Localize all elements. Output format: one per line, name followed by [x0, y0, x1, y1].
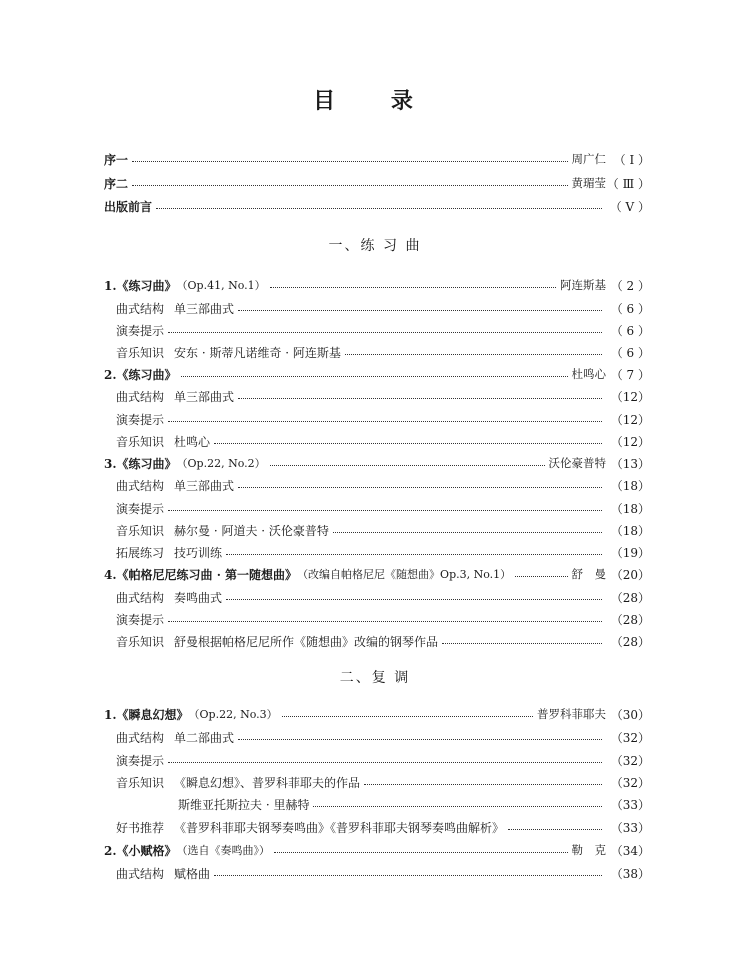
dot-leader [313, 805, 602, 807]
toc-subentry [116, 498, 650, 518]
entry-page: （ 6 ） [610, 301, 650, 316]
dot-leader [214, 874, 602, 876]
entry-label: 出版前言 [104, 199, 153, 214]
entry-note: （改编自帕格尼尼《随想曲》Op.3, No.1） [297, 568, 512, 581]
entry-author: 周广仁 [571, 152, 606, 166]
entry-page: （ Ⅰ ） [613, 152, 650, 167]
toc-subentry [116, 431, 650, 451]
entry-label: 4.《帕格尼尼练习曲 · 第一随想曲》 [104, 567, 298, 582]
toc-subentry [116, 386, 650, 406]
toc-entry [104, 564, 650, 584]
entry-label: 演奏提示 [116, 501, 165, 516]
entry-label: 演奏提示 [116, 412, 165, 427]
entry-item: 单三部曲式 [174, 478, 235, 493]
entry-item: 单三部曲式 [174, 301, 235, 316]
toc-subentry [116, 817, 650, 837]
entry-page: （18） [610, 478, 650, 493]
dot-leader [274, 851, 567, 853]
toc-subentry [116, 863, 650, 883]
toc-entry [104, 275, 650, 295]
dot-leader [132, 184, 567, 186]
entry-page: （ Ⅲ ） [606, 176, 650, 191]
toc-subentry [116, 587, 650, 607]
dot-leader [238, 738, 602, 740]
entry-item: 技巧训练 [174, 545, 223, 560]
entry-page: （34） [610, 843, 650, 858]
entry-label: 曲式结构 [116, 730, 165, 745]
entry-page: （33） [610, 820, 650, 835]
dot-leader [168, 420, 602, 422]
entry-page: （32） [610, 730, 650, 745]
section-heading-etudes: 一、练 习 曲 [328, 238, 422, 254]
entry-page: （32） [610, 753, 650, 768]
entry-label: 序二 [104, 176, 129, 191]
dot-leader [333, 531, 602, 533]
entry-page: （28） [610, 590, 650, 605]
toc-subentry [116, 750, 650, 770]
entry-item: 安东 · 斯蒂凡诺维奇 · 阿连斯基 [174, 345, 341, 360]
dot-leader [238, 397, 602, 399]
entry-label: 1.《瞬息幻想》 [104, 707, 189, 722]
entry-label: 音乐知识 [116, 523, 165, 538]
dot-leader [238, 486, 602, 488]
toc-entry [104, 453, 650, 473]
entry-page: （18） [610, 523, 650, 538]
dot-leader [282, 715, 533, 717]
entry-item: 单三部曲式 [174, 389, 235, 404]
dot-leader [156, 207, 602, 209]
entry-item: 赋格曲 [174, 866, 211, 881]
entry-label: 曲式结构 [116, 301, 165, 316]
entry-label: 3.《练习曲》 [104, 456, 177, 471]
entry-label: 2.《小赋格》 [104, 843, 177, 858]
dot-leader [442, 642, 602, 644]
dot-leader [508, 828, 602, 830]
entry-label: 演奏提示 [116, 753, 165, 768]
entry-label: 2.《练习曲》 [104, 367, 177, 382]
entry-page: （ 6 ） [610, 323, 650, 338]
entry-item: 赫尔曼 · 阿道夫 · 沃伦豪普特 [174, 523, 329, 538]
entry-author: 舒 曼 [571, 567, 606, 581]
entry-label: 音乐知识 [116, 634, 165, 649]
entry-item: 奏鸣曲式 [174, 590, 223, 605]
entry-page: （ Ⅴ ） [609, 199, 650, 214]
entry-page: （20） [610, 567, 650, 582]
dot-leader [168, 761, 602, 763]
toc-entry [104, 704, 650, 724]
toc-row-publisher-note [104, 196, 650, 216]
entry-page: （ 2 ） [610, 278, 650, 293]
toc-subentry [116, 475, 650, 495]
entry-label: 演奏提示 [116, 612, 165, 627]
toc-entry [104, 840, 650, 860]
entry-label: 序一 [104, 152, 129, 167]
toc-subentry [116, 342, 650, 362]
dot-leader [181, 375, 568, 377]
toc-subentry [116, 609, 650, 629]
entry-page: （12） [610, 412, 650, 427]
entry-author: 黄瑂莹 [571, 176, 606, 190]
dot-leader [226, 598, 602, 600]
entry-page: （28） [610, 634, 650, 649]
toc-subentry [116, 409, 650, 429]
dot-leader [168, 331, 602, 333]
entry-label: 演奏提示 [116, 323, 165, 338]
entry-author: 普罗科菲耶夫 [537, 707, 606, 721]
entry-page: （13） [610, 456, 650, 471]
entry-label: 曲式结构 [116, 389, 165, 404]
entry-item: 斯维亚托斯拉夫 · 里赫特 [178, 797, 310, 812]
entry-label: 音乐知识 [116, 775, 165, 790]
dot-leader [168, 620, 602, 622]
entry-item: 《瞬息幻想》、普罗科菲耶夫的作品 [174, 775, 361, 790]
entry-note: （Op.41, No.1） [176, 279, 266, 292]
toc-subentry [116, 320, 650, 340]
entry-item: 杜鸣心 [174, 434, 211, 449]
page-title: 目 录 [313, 88, 437, 114]
entry-label: 曲式结构 [116, 866, 165, 881]
entry-page: （19） [610, 545, 650, 560]
entry-label: 1.《练习曲》 [104, 278, 177, 293]
entry-author: 杜鸣心 [571, 367, 606, 381]
entry-page: （28） [610, 612, 650, 627]
entry-label: 拓展练习 [116, 545, 165, 560]
entry-page: （ 7 ） [610, 367, 650, 382]
dot-leader [168, 509, 602, 511]
entry-page: （12） [610, 389, 650, 404]
entry-item: 舒曼根据帕格尼尼所作《随想曲》改编的钢琴作品 [174, 634, 439, 649]
entry-label: 音乐知识 [116, 345, 165, 360]
toc-row-preface-1 [104, 149, 650, 169]
section-heading-polyphony: 二、复 调 [339, 670, 411, 686]
entry-page: （38） [610, 866, 650, 881]
entry-note: （Op.22, No.2） [176, 457, 266, 470]
entry-author: 阿连斯基 [560, 278, 606, 292]
toc-subentry [178, 794, 650, 814]
dot-leader [132, 160, 567, 162]
dot-leader [214, 442, 602, 444]
entry-page: （18） [610, 501, 650, 516]
entry-page: （33） [610, 797, 650, 812]
dot-leader [270, 464, 545, 466]
entry-page: （30） [610, 707, 650, 722]
toc-subentry [116, 772, 650, 792]
entry-label: 曲式结构 [116, 478, 165, 493]
toc-subentry [116, 298, 650, 318]
toc-entry [104, 364, 650, 384]
entry-item: 单二部曲式 [174, 730, 235, 745]
dot-leader [515, 575, 567, 577]
toc-row-preface-2 [104, 173, 650, 193]
entry-note: （Op.22, No.3） [188, 708, 278, 721]
dot-leader [226, 553, 602, 555]
entry-author: 沃伦豪普特 [548, 456, 606, 470]
entry-label: 音乐知识 [116, 434, 165, 449]
toc-subentry [116, 520, 650, 540]
entry-note: （选自《奏鸣曲》） [176, 844, 271, 857]
dot-leader [345, 353, 602, 355]
toc-subentry [116, 727, 650, 747]
entry-item: 《普罗科菲耶夫钢琴奏鸣曲》《普罗科菲耶夫钢琴奏鸣曲解析》 [174, 820, 505, 835]
entry-page: （32） [610, 775, 650, 790]
toc-subentry [116, 542, 650, 562]
entry-page: （12） [610, 434, 650, 449]
entry-label: 好书推荐 [116, 820, 165, 835]
toc-subentry [116, 631, 650, 651]
dot-leader [364, 783, 602, 785]
entry-page: （ 6 ） [610, 345, 650, 360]
dot-leader [238, 309, 602, 311]
entry-label: 曲式结构 [116, 590, 165, 605]
dot-leader [270, 286, 556, 288]
entry-author: 勒 克 [571, 843, 606, 857]
